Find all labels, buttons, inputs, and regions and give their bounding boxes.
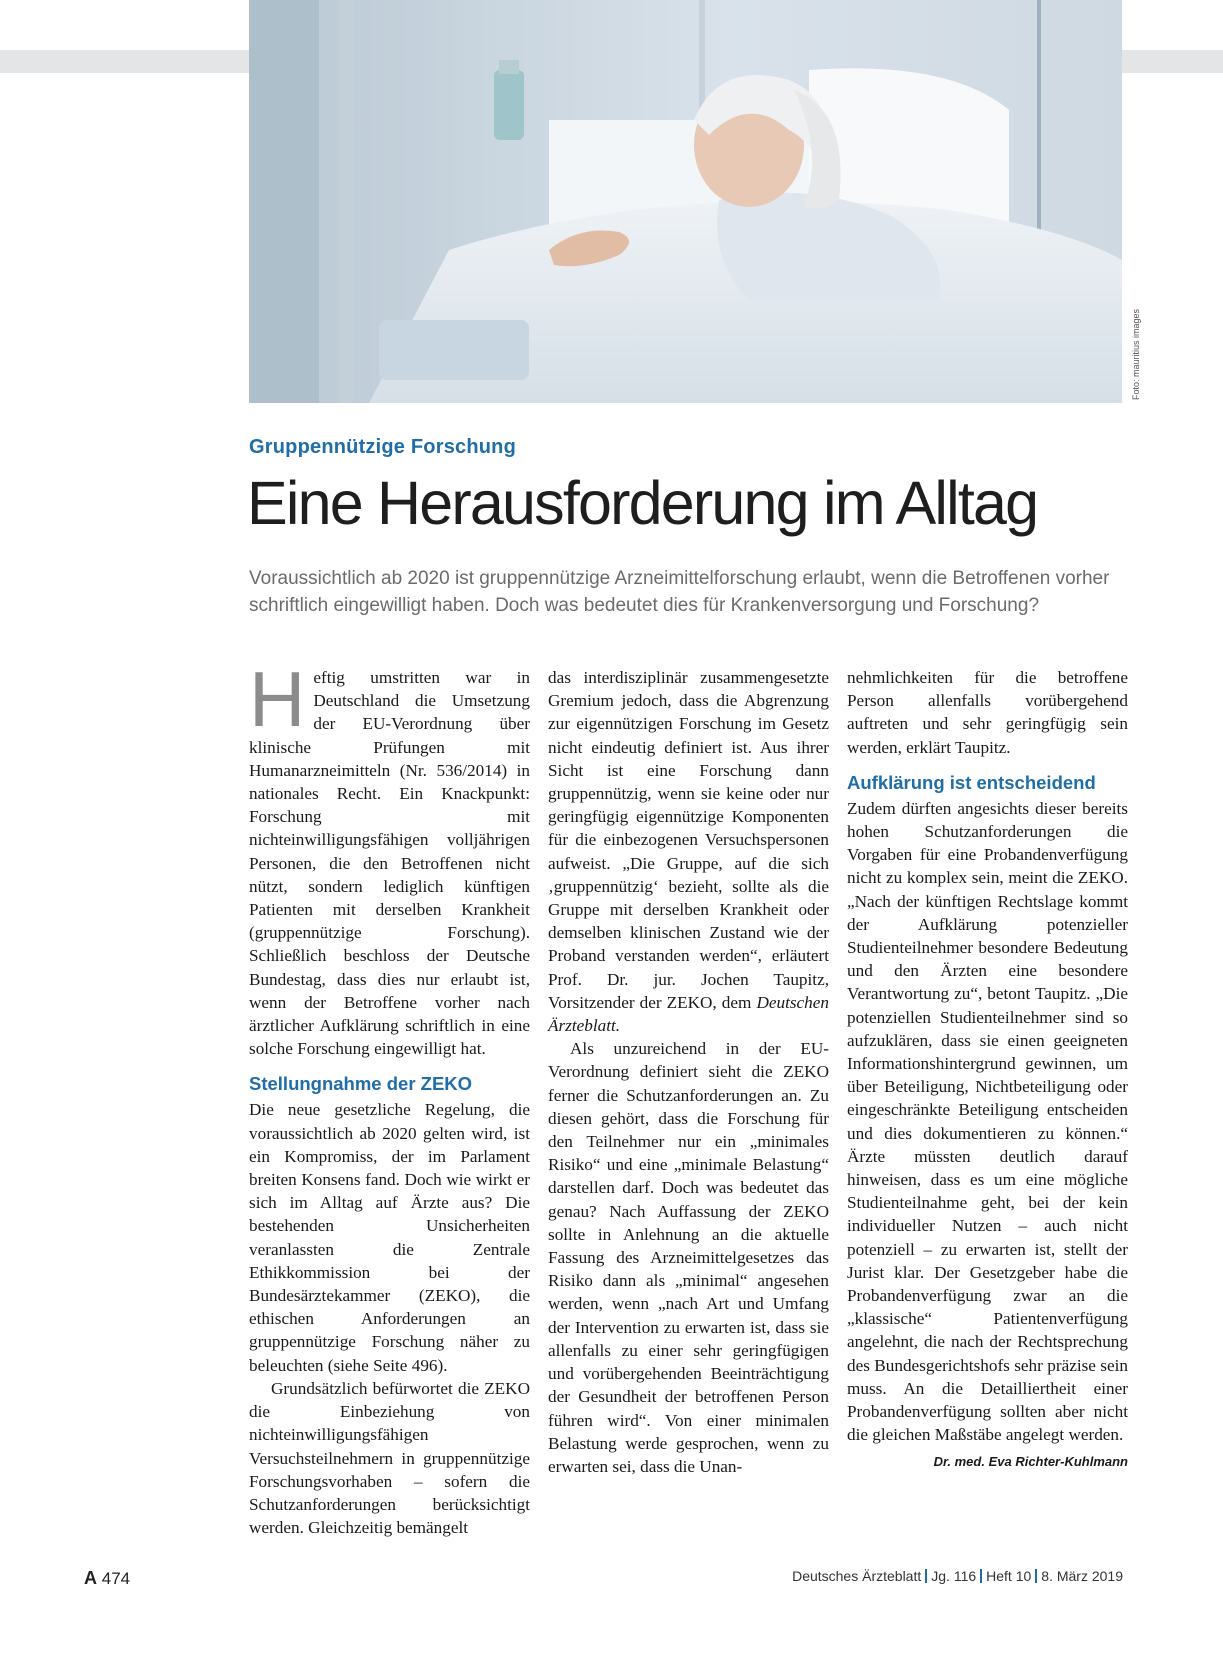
paragraph-text: das interdisziplinär zusammengesetzte Gremium jedoch, dass die Abgrenzung zur eigennützigen Forschung im Gesetz nicht eindeutig definiert ist. Aus ihrer Sicht ist eine Forschung dann gruppennützig, wenn sie keine oder nur geringfügig eigennützige Komponenten für die einbezogenen Versuchspersonen aufweist. „Die Gruppe, auf die sich ‚gruppennützig‘ bezieht, sollte als die Gruppe mit derselben Krankheit oder demselben klinischen Zustand wie der Proband verstanden werden“, erläutert Prof. Dr. jur. Jochen Taupitz, Vorsitzender der ZEKO, dem: [548, 668, 829, 1012]
separator: [1035, 1569, 1037, 1583]
page-prefix: A: [84, 1568, 97, 1588]
subheading: Aufklärung ist entscheidend: [847, 771, 1096, 793]
text-column-1: [249, 655, 530, 1539]
paragraph: Als unzureichend in der EU-Verordnung definiert sieht die ZEKO ferner die Schutzanforderungen an. Zu diesen gehört, dass die Forschung für den Teilnehmer nur ein „minimales Risiko“ und eine „minimale Belastung“ darstellen darf. Doch was bedeutet das genau? Nach Auffassung der ZEKO sollte in Anlehnung an die aktuelle Fassung des Arzneimittelgesetzes das Risiko dann als „minimal“ angesehen werden, wenn „nach Art und Umfang der Intervention zu erwarten ist, dass sie allenfalls zu einer sehr geringfügigen und vorübergehenden Beeinträchtigung der Gesundheit der betroffenen Person führen wird“. Von einer minimalen Belastung werde gesprochen, wenn zu erwarten sei, dass die Unan-: [548, 1039, 829, 1476]
paragraph: Die neue gesetzliche Regelung, die voraussichtlich ab 2020 gelten wird, ist ein Kompromiss, der im Parlament breiten Konsens fand. Doch wie wirkt er sich im Alltag auf Ärzte aus? Die bestehenden Unsicherheiten veranlassten die Zentrale Ethikkommission bei der Bundesärztekammer (ZEKO), die ethischen Anforderungen an gruppennützige Forschung näher zu beleuchten (siehe Seite 496).: [249, 1100, 530, 1375]
footer-citation: [792, 1568, 1123, 1584]
page-number-value: 474: [101, 1569, 131, 1588]
text-column-2: [548, 666, 829, 1478]
paragraph: [548, 666, 829, 1037]
separator: [980, 1569, 982, 1583]
photo-credit: Foto: mauritius images: [1131, 308, 1141, 400]
article-kicker: Gruppennützige Forschung: [249, 436, 517, 458]
text-column-3: [847, 666, 1128, 1473]
separator: [925, 1569, 927, 1583]
issue-date: 8. März 2019: [1041, 1568, 1123, 1584]
article-headline: Eine Herausforderung im Alltag: [247, 469, 1038, 537]
article-photo: [249, 0, 1122, 403]
article-lead: Voraussichtlich ab 2020 ist gruppennützige Arzneimittelforschung erlaubt, wenn die Betroffenen vorher schriftlich eingewilligt haben. Doch was bedeutet dies für Krankenversorgung und Forschung?: [249, 568, 1110, 616]
paragraph: nehmlichkeiten für die betroffene Person allenfalls vorübergehend auftreten und sehr geringfügig sein werden, erklärt Taupitz.: [847, 668, 1128, 757]
issue: Heft 10: [986, 1568, 1032, 1584]
journal-name: Deutsches Ärzteblatt: [792, 1568, 922, 1584]
paragraph: eftig umstritten war in Deutschland die Umsetzung der EU-Verordnung über klinische Prüfungen mit Humanarzneimitteln (Nr. 536/2014) in nationales Recht. Ein Knackpunkt: Forschung mit nichteinwilligungsfähigen volljährigen Personen, die den Betroffenen nicht nützt, sondern lediglich künftigen Patienten mit derselben Krankheit (gruppennützige Forschung). Schließlich beschloss der Deutsche Bundestag, dass dies nur erlaubt ist, wenn der Betroffene vorher nach ärztlicher Aufklärung schriftlich in eine solche Forschung eingewilligt hat.: [249, 668, 530, 1059]
paragraph: [847, 797, 1128, 1469]
hospital-scene-illustration: [249, 0, 1122, 403]
page-number: [84, 1568, 130, 1589]
author-byline: Dr. med. Eva Richter-Kuhlmann: [933, 1453, 1128, 1469]
dropcap: H: [249, 655, 306, 743]
paragraph: Grundsätzlich befürwortet die ZEKO die Einbeziehung von nichteinwilligungsfähigen Versuchsteilnehmern in gruppennützige Forschungsvorhaben – sofern die Schutzanforderungen berücksichtigt werden. Gleichzeitig bemängelt: [249, 1378, 530, 1538]
paragraph-text: Zudem dürften angesichts dieser bereits hohen Schutzanforderungen die Vorgaben für eine Probandenverfügung nicht zu komplex sein, meint die ZEKO. „Nach der künftigen Rechtslage kommt der Aufklärung potenzieller Studienteilnehmer besondere Bedeutung und den Ärzten eine besondere Verantwortung zu“, betont Taupitz. „Die potenziellen Studienteilnehmer sind so aufzuklären, dass sie einen geeigneten Informationshintergrund gewinnen, um über Beteiligung, Nichtbeteiligung oder eingeschränkte Beteiligung entscheiden und dies dokumentieren zu können.“ Ärzte müssten deutlich darauf hinweisen, dass es um eine mögliche Studienteilnahme geht, bei der kein individueller Nutzen – auch nicht potenziell – zu erwarten ist, stellt der Jurist klar. Der Gesetzgeber habe die Probandenverfügung zwar an die „klassische“ Patientenverfügung angelehnt, die nach der Rechtsprechung des Bundesgerichtshofs sehr präzise sein muss. An die Detailliertheit einer Probandenverfügung sollten aber nicht die gleichen Maßstäbe angelegt werden.: [847, 798, 1128, 1445]
publication-name: Deutschen Ärzteblatt.: [548, 992, 829, 1036]
subheading: Stellungnahme der ZEKO: [249, 1073, 473, 1095]
volume: Jg. 116: [931, 1568, 977, 1584]
